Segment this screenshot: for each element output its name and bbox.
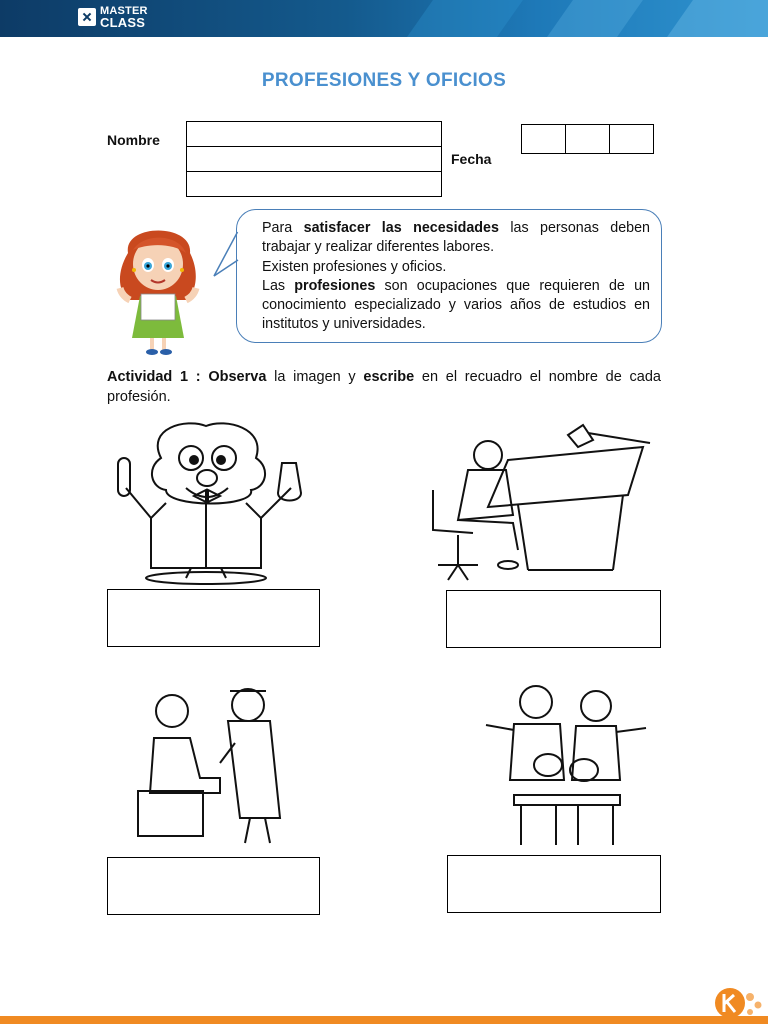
date-label: Fecha: [451, 151, 492, 167]
page-title: PROFESIONES Y OFICIOS: [261, 70, 507, 91]
speech-text: son ocupaciones que requieren de un conocimiento especializado y varios años de estudios en institutos y universidades.: [262, 277, 650, 333]
speech-text: Para: [262, 220, 304, 236]
scientist-drawing: [106, 418, 312, 586]
name-field-3[interactable]: [186, 171, 442, 197]
teacher-girl-illustration: [108, 218, 208, 358]
speech-paragraph-3: [262, 277, 650, 335]
speech-bold-text: satisfacer las necesidades: [303, 220, 499, 236]
speech-text: Las: [262, 277, 295, 294]
doctor-drawing: [130, 683, 300, 853]
speech-paragraph-1: [262, 219, 650, 258]
speech-bubble: [236, 209, 662, 343]
header-stripe: [667, 0, 768, 37]
veterinarians-drawing: [476, 680, 662, 850]
activity-text: en el recuadro el nombre de cada profesión.: [107, 369, 661, 405]
activity-bold-text: escribe: [363, 369, 415, 385]
answer-box-1[interactable]: [107, 589, 320, 647]
kuepa-logo: [712, 985, 768, 1019]
name-field-2[interactable]: [186, 146, 442, 172]
activity-text: la imagen y: [266, 369, 364, 385]
speech-bold-text: profesiones: [294, 277, 376, 294]
date-day-field[interactable]: [521, 124, 566, 154]
answer-box-2[interactable]: [446, 590, 661, 648]
activity-label: Actividad 1 : Observa: [107, 369, 267, 385]
footer-orange-line: [0, 1016, 768, 1024]
header-stripe: [407, 0, 523, 37]
header-band: [0, 0, 768, 37]
answer-box-4[interactable]: [447, 855, 661, 913]
date-year-field[interactable]: [609, 124, 654, 154]
logo-line2: CLASS: [100, 15, 146, 30]
date-month-field[interactable]: [565, 124, 610, 154]
speech-paragraph-2: Existen profesiones y oficios.: [262, 258, 447, 275]
speech-text: las personas deben trabajar y realizar diferentes labores.: [262, 220, 651, 256]
name-field-1[interactable]: [186, 121, 442, 147]
architect-drawing: [418, 415, 658, 587]
name-label: Nombre: [107, 132, 160, 148]
logo-line1: MASTER: [100, 5, 148, 17]
answer-box-3[interactable]: [107, 857, 320, 915]
logo-mark-icon: [78, 8, 96, 26]
header-stripe: [547, 0, 643, 37]
activity-instruction: [107, 368, 661, 407]
masterclass-logo: [78, 6, 148, 28]
